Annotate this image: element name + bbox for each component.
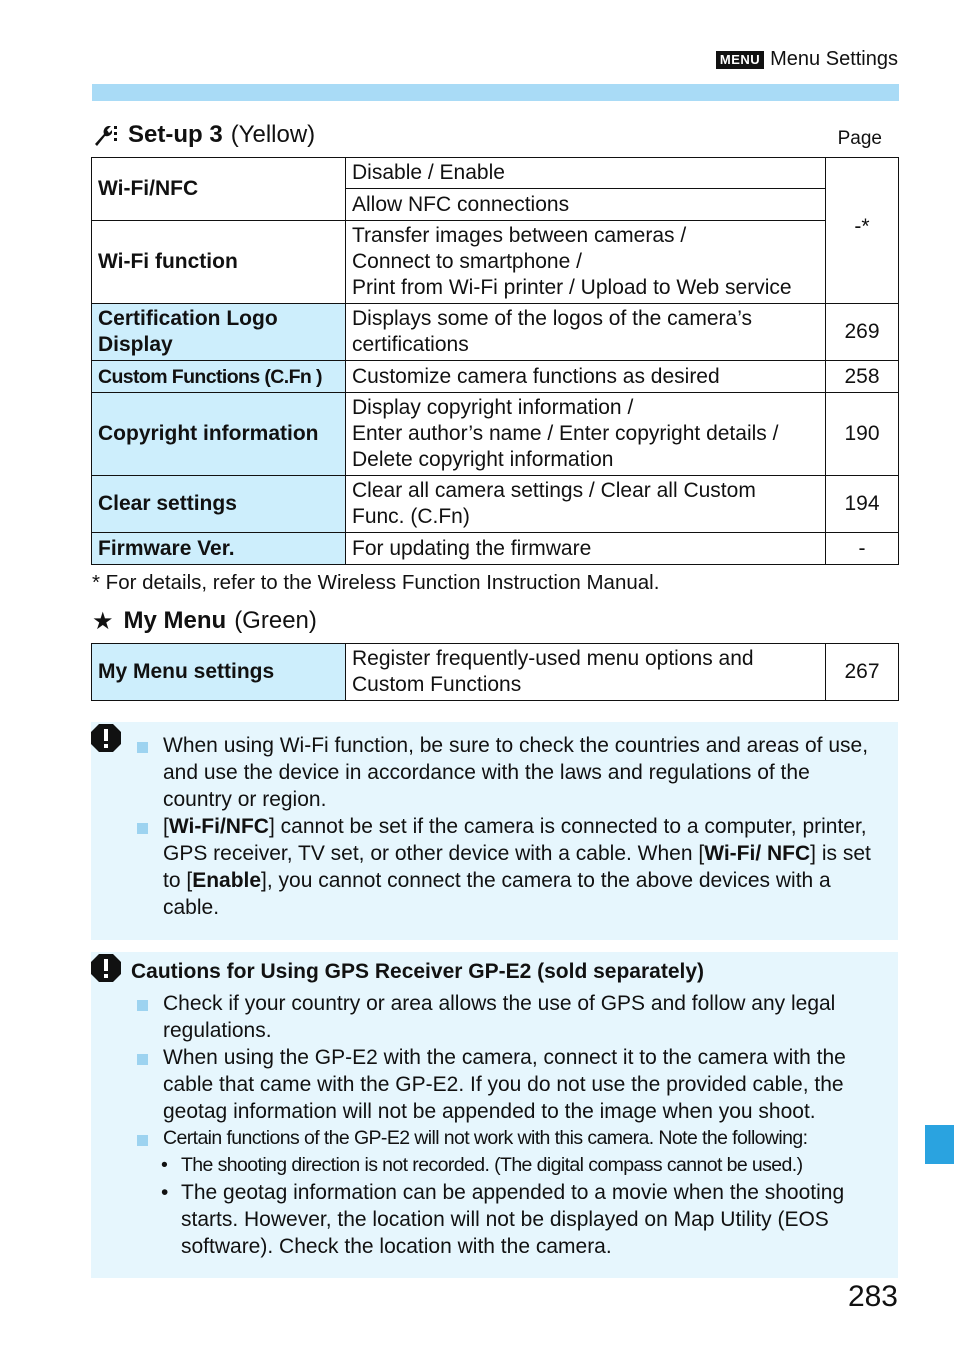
desc-wifi-function	[346, 221, 826, 304]
caution-wifi-bullets	[135, 732, 884, 921]
table-row	[92, 158, 899, 189]
text-run: ] is set to [	[163, 842, 871, 892]
page-certification: 269	[826, 304, 899, 361]
caution-icon	[91, 724, 121, 752]
text-run: [	[163, 815, 169, 838]
keyword-wifi-nfc: Wi-Fi/NFC	[168, 815, 269, 838]
mymenu-title-rest: (Green)	[234, 607, 317, 634]
caution-bullet: Check if your country or area allows the use of GPS and follow any legal regulations.	[135, 990, 884, 1044]
table-row	[92, 476, 899, 533]
caution-sub-bullet: • The geotag information can be appended to a movie when the shooting starts. However, the location will not be displayed on Map Utility (EOS software). Check the location with the camera.	[135, 1179, 884, 1260]
star-icon: ★	[92, 607, 114, 635]
table-row	[92, 361, 899, 393]
desc-line: Displays some of the logos of the camera’s	[352, 307, 752, 330]
page-column-label: Page	[837, 128, 882, 149]
menu-badge: MENU	[716, 51, 764, 69]
accent-bar	[92, 84, 899, 101]
desc-line: Custom Functions	[352, 673, 522, 696]
mymenu-title	[92, 607, 317, 635]
desc-wifi-nfc-1: Disable / Enable	[346, 158, 826, 189]
desc-custom-functions: Customize camera functions as desired	[346, 361, 826, 393]
caution-box-gps	[91, 952, 898, 1278]
label-copyright: Copyright information	[92, 393, 346, 476]
label-mymenu-settings: My Menu settings	[92, 644, 346, 701]
chapter-tab	[925, 1125, 954, 1164]
label-firmware: Firmware Ver.	[92, 533, 346, 565]
label-clear-settings: Clear settings	[92, 476, 346, 533]
caution-sub-bullet: • The shooting direction is not recorded. (The digital compass cannot be used.)	[135, 1152, 884, 1179]
desc-line: Register frequently-used menu options and	[352, 647, 754, 670]
desc-line: Print from Wi-Fi printer / Upload to Web service	[352, 276, 792, 299]
page-mymenu-settings: 267	[826, 644, 899, 701]
footnote: * For details, refer to the Wireless Function Instruction Manual.	[92, 571, 660, 594]
caution-gps-title: Cautions for Using GPS Receiver GP-E2 (sold separately)	[131, 960, 704, 983]
desc-copyright	[346, 393, 826, 476]
label-line: Certification Logo	[98, 307, 278, 330]
caution-bullet: When using the GP-E2 with the camera, connect it to the camera with the cable that came with the GP-E2. If you do not use the provided cable, the geotag information will not be appended to the image when you shoot.	[135, 1044, 884, 1125]
desc-mymenu-settings	[346, 644, 826, 701]
caution-box-wifi	[91, 722, 898, 940]
keyword-enable: Enable	[192, 869, 262, 892]
page-clear-settings: 194	[826, 476, 899, 533]
page-number: 283	[847, 1280, 898, 1313]
wrench-icon	[92, 122, 120, 148]
page-custom-functions: 258	[826, 361, 899, 393]
label-certification	[92, 304, 346, 361]
desc-clear-settings	[346, 476, 826, 533]
mymenu-table	[91, 643, 899, 701]
desc-wifi-nfc-2: Allow NFC connections	[346, 189, 826, 221]
table-row	[92, 393, 899, 476]
desc-firmware: For updating the firmware	[346, 533, 826, 565]
desc-line: Enter author’s name / Enter copyright details /	[352, 422, 779, 445]
caution-icon	[91, 954, 121, 982]
caution-bullet	[135, 813, 884, 921]
page-firmware: -	[826, 533, 899, 565]
desc-line: Delete copyright information	[352, 448, 614, 471]
text-run: ], you cannot connect the camera to the above devices with a cable.	[163, 869, 831, 919]
caution-gps-bullets	[135, 990, 884, 1260]
desc-line: Clear all camera settings / Clear all Custom	[352, 479, 756, 502]
label-wifi-nfc: Wi-Fi/NFC	[92, 158, 346, 221]
setup3-title-bold: Set-up 3	[128, 121, 223, 148]
text-run: ] cannot be set if the camera is connected to a computer, printer, GPS receiver, TV set, or other device with a cable. When [	[163, 815, 867, 865]
page-copyright: 190	[826, 393, 899, 476]
desc-line: Display copyright information /	[352, 396, 634, 419]
table-row	[92, 304, 899, 361]
desc-line: Func. (C.Fn)	[352, 505, 470, 528]
page-header	[716, 48, 898, 71]
table-row	[92, 644, 899, 701]
keyword-wifi-nfc: Wi-Fi/ NFC	[704, 842, 811, 865]
desc-certification	[346, 304, 826, 361]
page-wifi: -*	[826, 158, 899, 304]
desc-line: certifications	[352, 333, 469, 356]
desc-line: Connect to smartphone /	[352, 250, 582, 273]
header-title: Menu Settings	[770, 48, 898, 70]
setup3-title-rest: (Yellow)	[230, 121, 316, 148]
caution-bullet: When using Wi-Fi function, be sure to check the countries and areas of use, and use the device in accordance with the laws and regulations of the country or region.	[135, 732, 884, 813]
label-custom-functions: Custom Functions (C.Fn )	[92, 361, 346, 393]
desc-line: Transfer images between cameras /	[352, 224, 687, 247]
caution-bullet: Certain functions of the GP-E2 will not work with this camera. Note the following:	[135, 1125, 884, 1152]
label-wifi-function: Wi-Fi function	[92, 221, 346, 304]
mymenu-title-bold: My Menu	[123, 607, 227, 634]
setup3-title	[92, 121, 315, 149]
table-row	[92, 221, 899, 304]
setup3-table	[91, 157, 899, 565]
table-row	[92, 533, 899, 565]
label-line: Display	[98, 333, 173, 356]
